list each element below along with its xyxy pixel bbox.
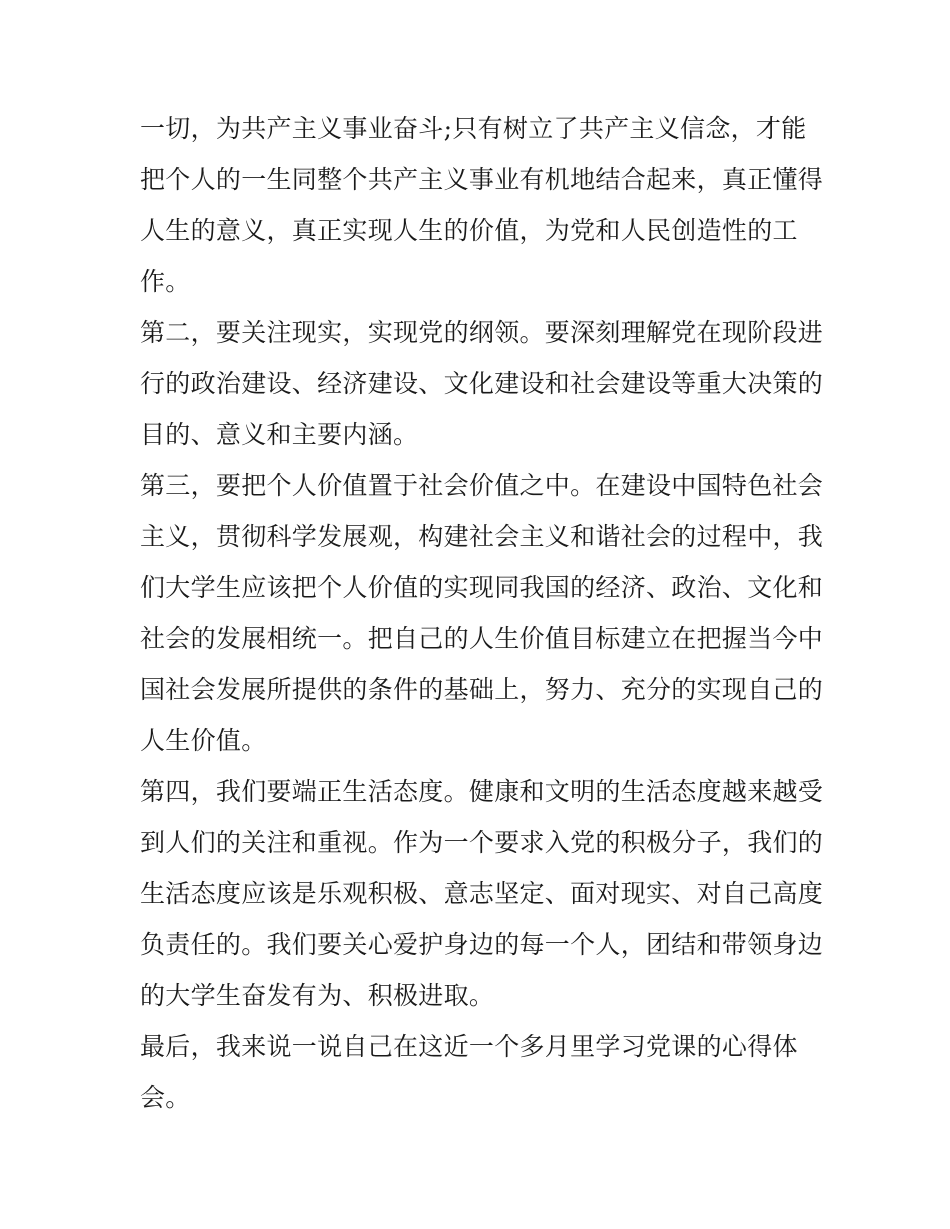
text-line-8: 第三，要把个人价值置于社会价值之中。在建设中国特色社会 <box>140 471 824 500</box>
text-line-11: 社会的发展相统一。把自己的人生价值目标建立在把握当今中 <box>140 624 824 653</box>
text-line-12: 国社会发展所提供的条件的基础上，努力、充分的实现自己的 <box>140 675 824 704</box>
text-line-19: 最后，我来说一说自己在这近一个多月里学习党课的心得体 <box>140 1032 798 1061</box>
text-line-15: 到人们的关注和重视。作为一个要求入党的积极分子，我们的 <box>140 828 824 857</box>
text-line-13: 人生价值。 <box>140 726 267 755</box>
text-line-5: 第二，要关注现实，实现党的纲领。要深刻理解党在现阶段进 <box>140 318 824 347</box>
text-line-1: 一切，为共产主义事业奋斗;只有树立了共产主义信念，才能 <box>140 114 807 143</box>
text-line-20: 会。 <box>140 1083 191 1112</box>
document-body <box>140 103 830 1123</box>
text-line-18: 的大学生奋发有为、积极进取。 <box>140 981 495 1010</box>
text-line-10: 们大学生应该把个人价值的实现同我国的经济、政治、文化和 <box>140 573 824 602</box>
text-line-9: 主义，贯彻科学发展观，构建社会主义和谐社会的过程中，我 <box>140 522 824 551</box>
text-line-4: 作。 <box>140 267 191 296</box>
text-line-3: 人生的意义，真正实现人生的价值，为党和人民创造性的工 <box>140 216 798 245</box>
text-line-16: 生活态度应该是乐观积极、意志坚定、面对现实、对自己高度 <box>140 879 824 908</box>
text-line-7: 目的、意义和主要内涵。 <box>140 420 419 449</box>
text-line-17: 负责任的。我们要关心爱护身边的每一个人，团结和带领身边 <box>140 930 824 959</box>
text-line-6: 行的政治建设、经济建设、文化建设和社会建设等重大决策的 <box>140 369 824 398</box>
text-line-2: 把个人的一生同整个共产主义事业有机地结合起来，真正懂得 <box>140 165 824 194</box>
text-line-14: 第四，我们要端正生活态度。健康和文明的生活态度越来越受 <box>140 777 824 806</box>
